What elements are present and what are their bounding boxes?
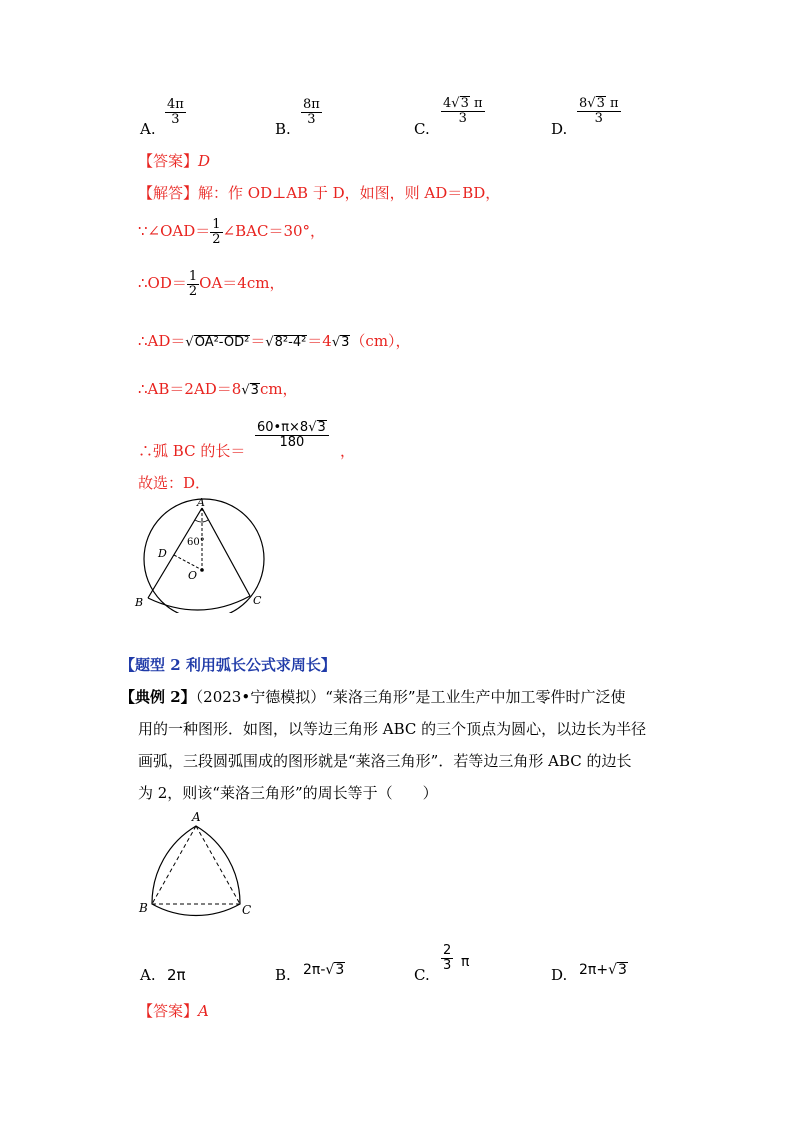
figure-reuleaux-triangle bbox=[136, 808, 256, 918]
solution-line-6-end: ， bbox=[340, 442, 356, 460]
option-a-label: A. bbox=[140, 966, 156, 984]
option-a-value: $\frac{4\pi}{3}$ bbox=[167, 97, 184, 127]
solution-line-3: ∴OD＝ $\frac{1}{2}$ OA＝4cm， bbox=[138, 269, 285, 299]
label-b: B bbox=[135, 596, 144, 609]
option-b-value: 2π-√3 bbox=[303, 962, 345, 978]
option-a-value: 2π bbox=[167, 966, 186, 984]
triangle-ab bbox=[152, 826, 196, 904]
option-b-label: B. bbox=[275, 966, 291, 984]
point-o bbox=[200, 568, 204, 572]
label-a: A bbox=[197, 496, 205, 509]
segment-ac bbox=[202, 508, 250, 596]
answer-1 bbox=[138, 150, 210, 171]
solution-line-4: ∴AD＝√OA²-OD²＝√8²-4²＝4√3（cm）， bbox=[138, 332, 411, 350]
option-c-label: C. bbox=[414, 966, 430, 984]
angle-label: 60° bbox=[187, 537, 205, 548]
section-heading: 【题型 2 利用弧长公式求周长】 bbox=[120, 656, 336, 674]
example-line-4: 为 2，则该“莱洛三角形”的周长等于（ ） bbox=[138, 784, 438, 802]
solution-line-5: ∴AB＝2AD＝8√3cm， bbox=[138, 380, 298, 398]
option-c-fraction: $\frac{2}{3}$ bbox=[443, 943, 452, 973]
reuleaux-outline bbox=[152, 826, 240, 915]
example-line-2: 用的一种图形．如图，以等边三角形 ABC 的三个顶点为圆心，以边长为半径 bbox=[138, 720, 647, 738]
label-c: C bbox=[242, 903, 252, 917]
option-b-label: B. bbox=[275, 120, 291, 138]
option-d-value: $\frac{8√3 \pi}{3}$ bbox=[579, 96, 619, 127]
option-c-label: C. bbox=[414, 120, 430, 138]
option-a-label: A. bbox=[140, 120, 156, 138]
answer-label: 【答案】 bbox=[138, 152, 199, 170]
solution-line-6: ∴弧 BC 的长＝ bbox=[138, 442, 246, 460]
example-line-1: 【典例 2】（2023•宁德模拟）“莱洛三角形”是工业生产中加工零件时广泛使 bbox=[120, 688, 626, 706]
answer-value: A bbox=[198, 1002, 209, 1020]
label-b: B bbox=[139, 901, 148, 915]
segment-ab bbox=[148, 508, 202, 598]
answer-2 bbox=[138, 1000, 209, 1021]
option-d-label: D. bbox=[551, 966, 568, 984]
arc-length-fraction: $\frac{60•\pi\times 8√3}{180}$ bbox=[255, 420, 329, 450]
answer-value: D bbox=[198, 152, 211, 170]
option-b-value: $\frac{8\pi}{3}$ bbox=[303, 97, 320, 127]
solution-line-1: 【解答】解：作 OD⊥AB 于 D，如图，则 AD＝BD， bbox=[138, 184, 501, 202]
segment-do bbox=[174, 555, 202, 570]
option-c-pi: π bbox=[461, 954, 470, 970]
example-label: 【典例 2】 bbox=[120, 688, 196, 706]
triangle-ac bbox=[196, 826, 240, 904]
label-o: O bbox=[188, 569, 198, 582]
figure-circle-triangle bbox=[130, 495, 280, 613]
answer-label: 【答案】 bbox=[138, 1002, 199, 1020]
option-d-value: 2π+√3 bbox=[579, 962, 627, 978]
option-d-label: D. bbox=[551, 120, 568, 138]
example-line-3: 画弧，三段圆弧围成的图形就是“莱洛三角形”．若等边三角形 ABC 的边长 bbox=[138, 752, 632, 770]
option-c-value: $\frac{4√3 \pi}{3}$ bbox=[443, 96, 483, 127]
solution-line-2: ∵∠OAD＝ $\frac{1}{2}$ ∠BAC＝30°， bbox=[138, 217, 326, 247]
solution-line-7: 故选：D． bbox=[138, 474, 211, 492]
label-a: A bbox=[192, 810, 201, 824]
label-d: D bbox=[158, 547, 167, 560]
label-c: C bbox=[253, 594, 262, 607]
